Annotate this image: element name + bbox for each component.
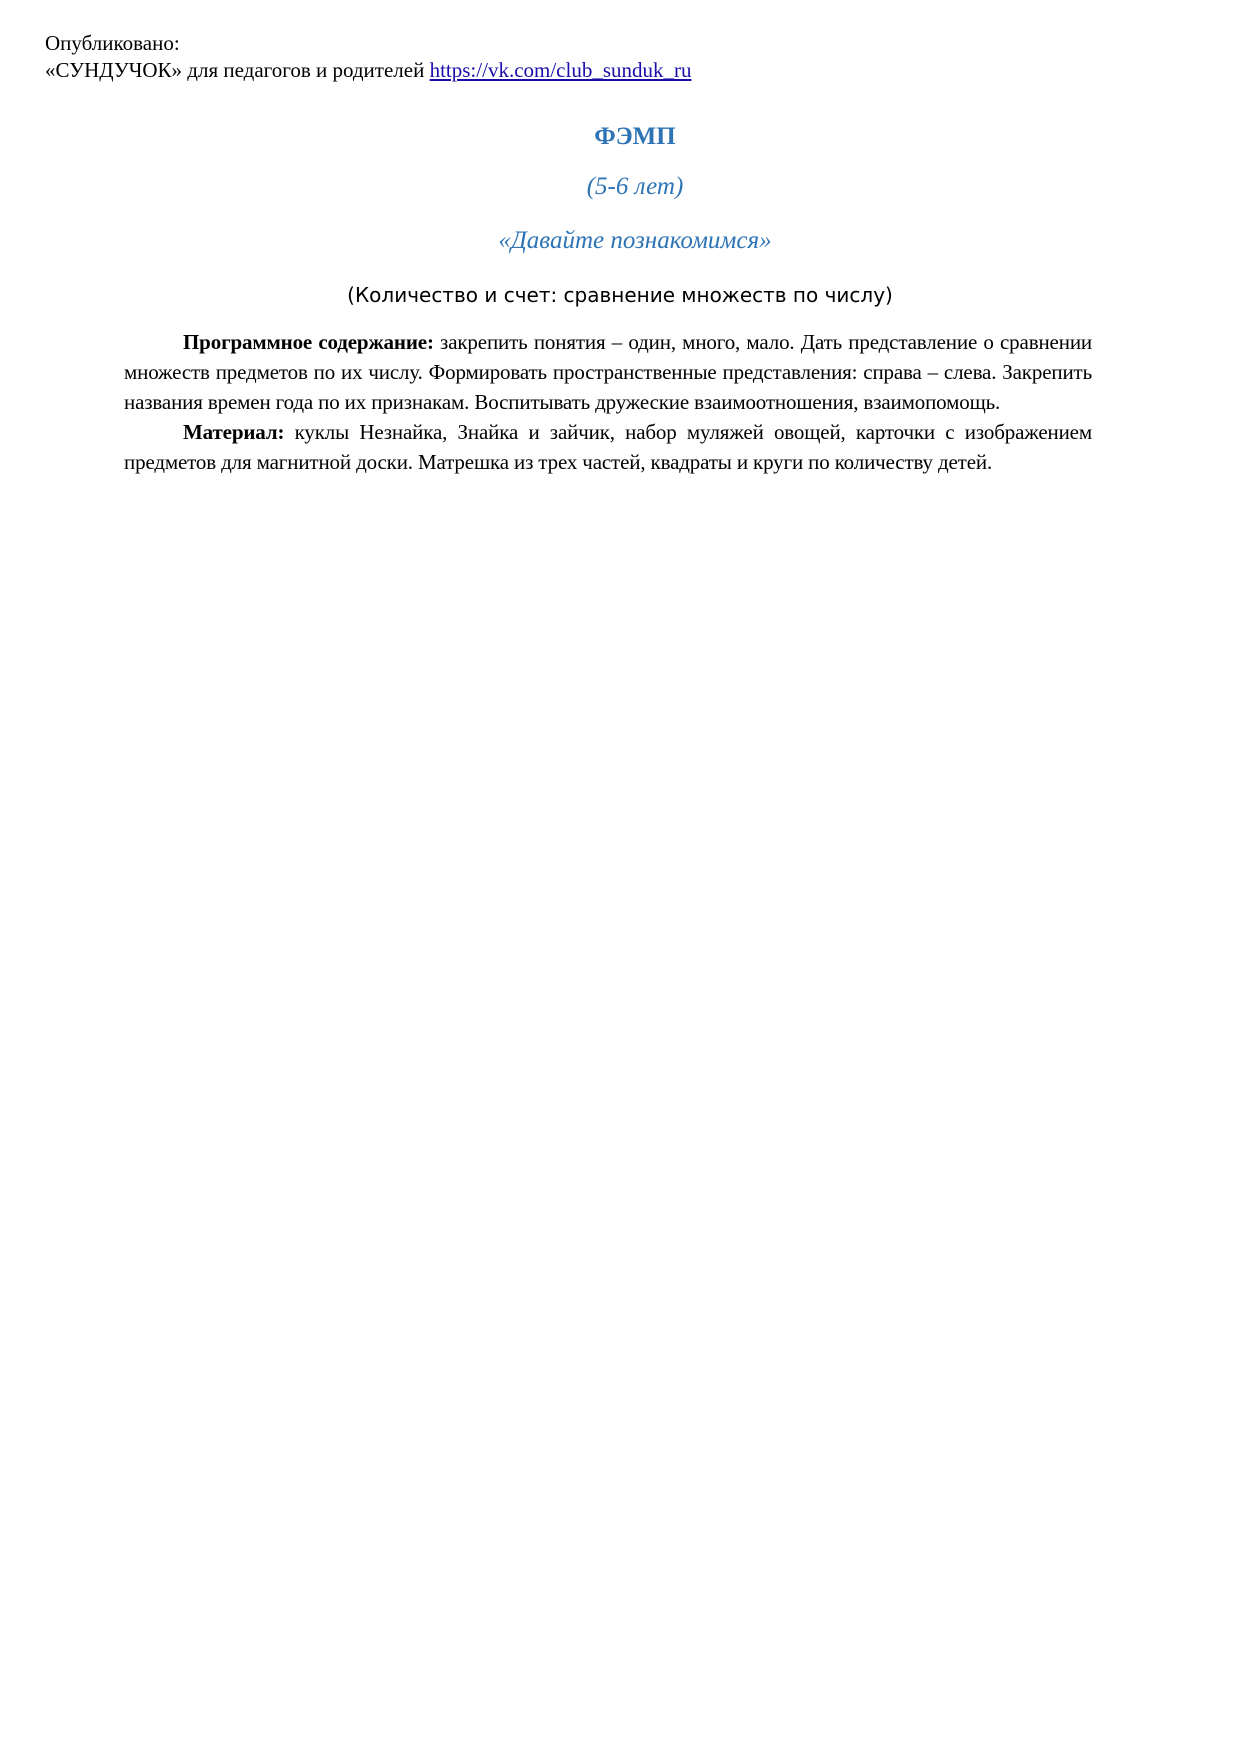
material-label: Материал: bbox=[183, 420, 285, 444]
publisher-line bbox=[45, 57, 692, 84]
lesson-description bbox=[124, 327, 1092, 477]
lesson-topic: «Давайте познакомимся» bbox=[498, 227, 772, 254]
publication-header bbox=[45, 30, 692, 84]
published-label: Опубликовано: bbox=[45, 31, 180, 55]
program-label: Программное содержание: bbox=[183, 330, 434, 354]
program-paragraph bbox=[124, 327, 1092, 417]
lesson-subtitle: (Количество и счет: сравнение множеств по числу) bbox=[347, 283, 893, 307]
age-group: (5-6 лет) bbox=[586, 173, 684, 200]
program-text: закрепить понятия – один, много, мало. Дать представление о сравнении множеств предметов по их числу. Формировать пространственные представления: справа – слева. Закрепить названия времен года по их признакам. Воспитывать дружеские взаимоотношения, взаимопомощь. bbox=[124, 330, 1092, 414]
document-title: ФЭМП bbox=[594, 123, 676, 150]
material-text: куклы Незнайка, Знайка и зайчик, набор муляжей овощей, карточки с изображением предметов для магнитной доски. Матрешка из трех частей, квадраты и круги по количеству детей. bbox=[124, 420, 1092, 474]
publisher-link[interactable]: https://vk.com/club_sunduk_ru bbox=[429, 58, 692, 82]
material-paragraph bbox=[124, 417, 1092, 477]
publisher-text: «СУНДУЧОК» для педагогов и родителей bbox=[45, 58, 425, 82]
